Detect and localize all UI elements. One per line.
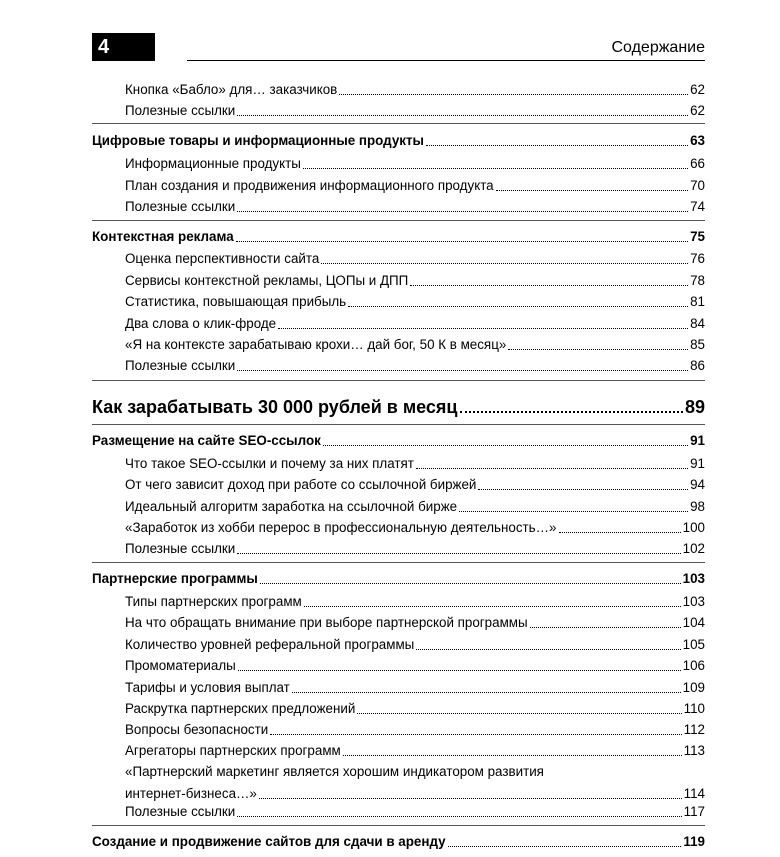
toc-section-page: 91 [690,433,705,448]
toc-entry [125,354,705,374]
toc-entry-page: 85 [690,337,705,352]
toc-entry-page: 94 [690,477,705,492]
toc-entry [125,718,705,738]
toc-entry [125,247,705,267]
toc-entry [125,516,705,536]
toc-section-title: Цифровые товары и информационные продукты [92,133,424,148]
leader-dots [260,583,681,584]
leader-dots [416,468,688,469]
leader-dots [270,734,681,735]
toc-section-title: Партнерские программы [92,571,258,586]
section-divider [92,123,705,124]
toc-entry-title-line2: интернет-бизнеса…» [125,786,257,801]
leader-dots [278,328,688,329]
toc-entry-page: 106 [682,658,705,673]
toc-entry-page: 113 [683,743,705,758]
toc-entry-title: Промоматериалы [125,658,236,673]
leader-dots [339,94,688,95]
toc-entry [125,676,705,696]
toc-entry-title: План создания и продвижения информационного продукта [125,178,494,193]
toc-section-title: Создание и продвижение сайтов для сдачи в аренду [92,834,446,849]
leader-dots [357,713,681,714]
toc-entry [125,537,705,557]
toc-entry [125,99,705,119]
leader-dots [236,241,688,242]
toc-entry-page: 98 [690,499,705,514]
toc-entry [125,762,705,802]
toc-section-title: Размещение на сайте SEO-ссылок [92,433,321,448]
toc-entry-page: 62 [690,82,705,97]
toc-entry-title: На что обращать внимание при выборе партнерской программы [125,615,528,630]
toc-entry-title-line1: «Партнерский маркетинг является хорошим индикатором развития [125,764,544,779]
toc-entry-page: 76 [690,251,705,266]
toc-entry [125,590,705,610]
leader-dots [343,755,682,756]
leader-dots [292,692,681,693]
leader-dots [323,445,688,446]
toc-part-page: 89 [684,397,705,417]
toc-entry-page: 78 [690,273,705,288]
toc-entry-page: 84 [690,316,705,331]
toc-entry [125,654,705,674]
header-rule [187,60,705,61]
leader-dots [237,115,688,116]
toc-entry-page: 110 [683,701,705,716]
toc-entry [125,152,705,172]
leader-dots [238,670,681,671]
toc-entry [125,473,705,493]
leader-dots [559,532,681,533]
toc-section [92,225,705,245]
toc-entry [125,495,705,515]
toc-entry-title: Тарифы и условия выплат [125,680,290,695]
section-divider [92,220,705,221]
leader-dots [321,263,688,264]
toc-entry-page: 104 [682,615,705,630]
toc-entry-title: Статистика, повышающая прибыль [125,294,347,309]
toc-entry [125,739,705,759]
running-title: Содержание [611,39,705,56]
toc-entry-page: 117 [683,804,705,819]
toc-entry-page: 112 [683,722,705,737]
leader-dots [348,306,688,307]
toc-entry-title: Сервисы контекстной рекламы, ЦОПы и ДПП [125,273,409,288]
leader-dots [460,411,683,413]
toc-entry-page: 62 [690,103,705,118]
toc-section-page: 103 [682,571,705,586]
toc-entry-title: «Я на контексте зарабатываю крохи… дай бог, 50 К в месяц» [125,337,507,352]
toc-section-page: 63 [690,133,705,148]
section-divider [92,825,705,826]
toc-entry [125,174,705,194]
leader-dots [416,649,680,650]
toc-part [92,392,705,418]
toc-entry-title: Количество уровней реферальной программы [125,637,415,652]
toc-entry [125,452,705,472]
toc-entry-page: 103 [682,594,705,609]
toc-entry-page: 109 [682,680,705,695]
toc-section [92,567,705,587]
toc-entry-title: Оценка перспективности сайта [125,251,320,266]
section-divider [92,562,705,563]
toc-entry [125,269,705,289]
toc-entry-title: Полезные ссылки [125,358,236,373]
toc-entry [125,611,705,631]
leader-dots [496,190,688,191]
toc-entry [125,312,705,332]
leader-dots [478,489,688,490]
toc-entry-page: 100 [682,520,705,535]
toc-entry [125,290,705,310]
leader-dots [459,511,688,512]
toc-section-title: Контекстная реклама [92,229,234,244]
toc-entry [125,78,705,98]
leader-dots [410,285,688,286]
page-header [92,33,705,61]
toc-entry [125,800,705,820]
leader-dots [530,627,681,628]
toc-entry-page: 114 [683,786,705,801]
toc-entry-title: Раскрутка партнерских предложений [125,701,356,716]
toc-entry-title: Кнопка «Бабло» для… заказчиков [125,82,338,97]
toc-entry-page: 102 [682,541,705,556]
toc-section-page: 75 [690,229,705,244]
toc-section [92,830,705,850]
toc-entry-title: Два слова о клик-фроде [125,316,277,331]
leader-dots [448,846,682,847]
section-divider [92,424,705,425]
leader-dots [303,168,688,169]
toc-entry-title: Полезные ссылки [125,199,236,214]
leader-dots [304,606,681,607]
toc-entry [125,633,705,653]
leader-dots [237,211,688,212]
leader-dots [237,553,680,554]
toc-entry-title: Полезные ссылки [125,804,236,819]
toc-entry-page: 70 [690,178,705,193]
toc-entry-title: «Заработок из хобби перерос в профессиональную деятельность…» [125,520,557,535]
toc-entry-title: Идеальный алгоритм заработка на ссылочной бирже [125,499,458,514]
leader-dots [237,370,688,371]
toc-entry-title: Вопросы безопасности [125,722,269,737]
toc-section [92,129,705,149]
toc-entry-page: 66 [690,156,705,171]
toc-entry-title: От чего зависит доход при работе со ссылочной биржей [125,477,477,492]
toc-entry-title: Типы партнерских программ [125,594,302,609]
toc-entry-page: 91 [690,456,705,471]
toc-entry [125,195,705,215]
page-number: 4 [92,33,155,61]
toc-entry-page: 74 [690,199,705,214]
toc-section [92,429,705,449]
leader-dots [508,349,688,350]
toc-section-page: 119 [683,834,705,849]
leader-dots [237,816,681,817]
toc-entry [125,697,705,717]
section-divider [92,380,705,381]
toc-entry-title: Что такое SEO-ссылки и почему за них платят [125,456,414,471]
toc-entry-title: Полезные ссылки [125,541,236,556]
toc-entry-title: Агрегаторы партнерских программ [125,743,341,758]
toc-entry-title: Полезные ссылки [125,103,236,118]
toc-entry-title: Информационные продукты [125,156,301,171]
leader-dots [259,798,682,799]
toc-entry-page: 86 [690,358,705,373]
toc-entry-page: 81 [690,294,705,309]
toc-part-title: Как зарабатывать 30 000 рублей в месяц [92,397,458,417]
toc-entry [125,333,705,353]
toc-entry-page: 105 [682,637,705,652]
leader-dots [426,145,688,146]
